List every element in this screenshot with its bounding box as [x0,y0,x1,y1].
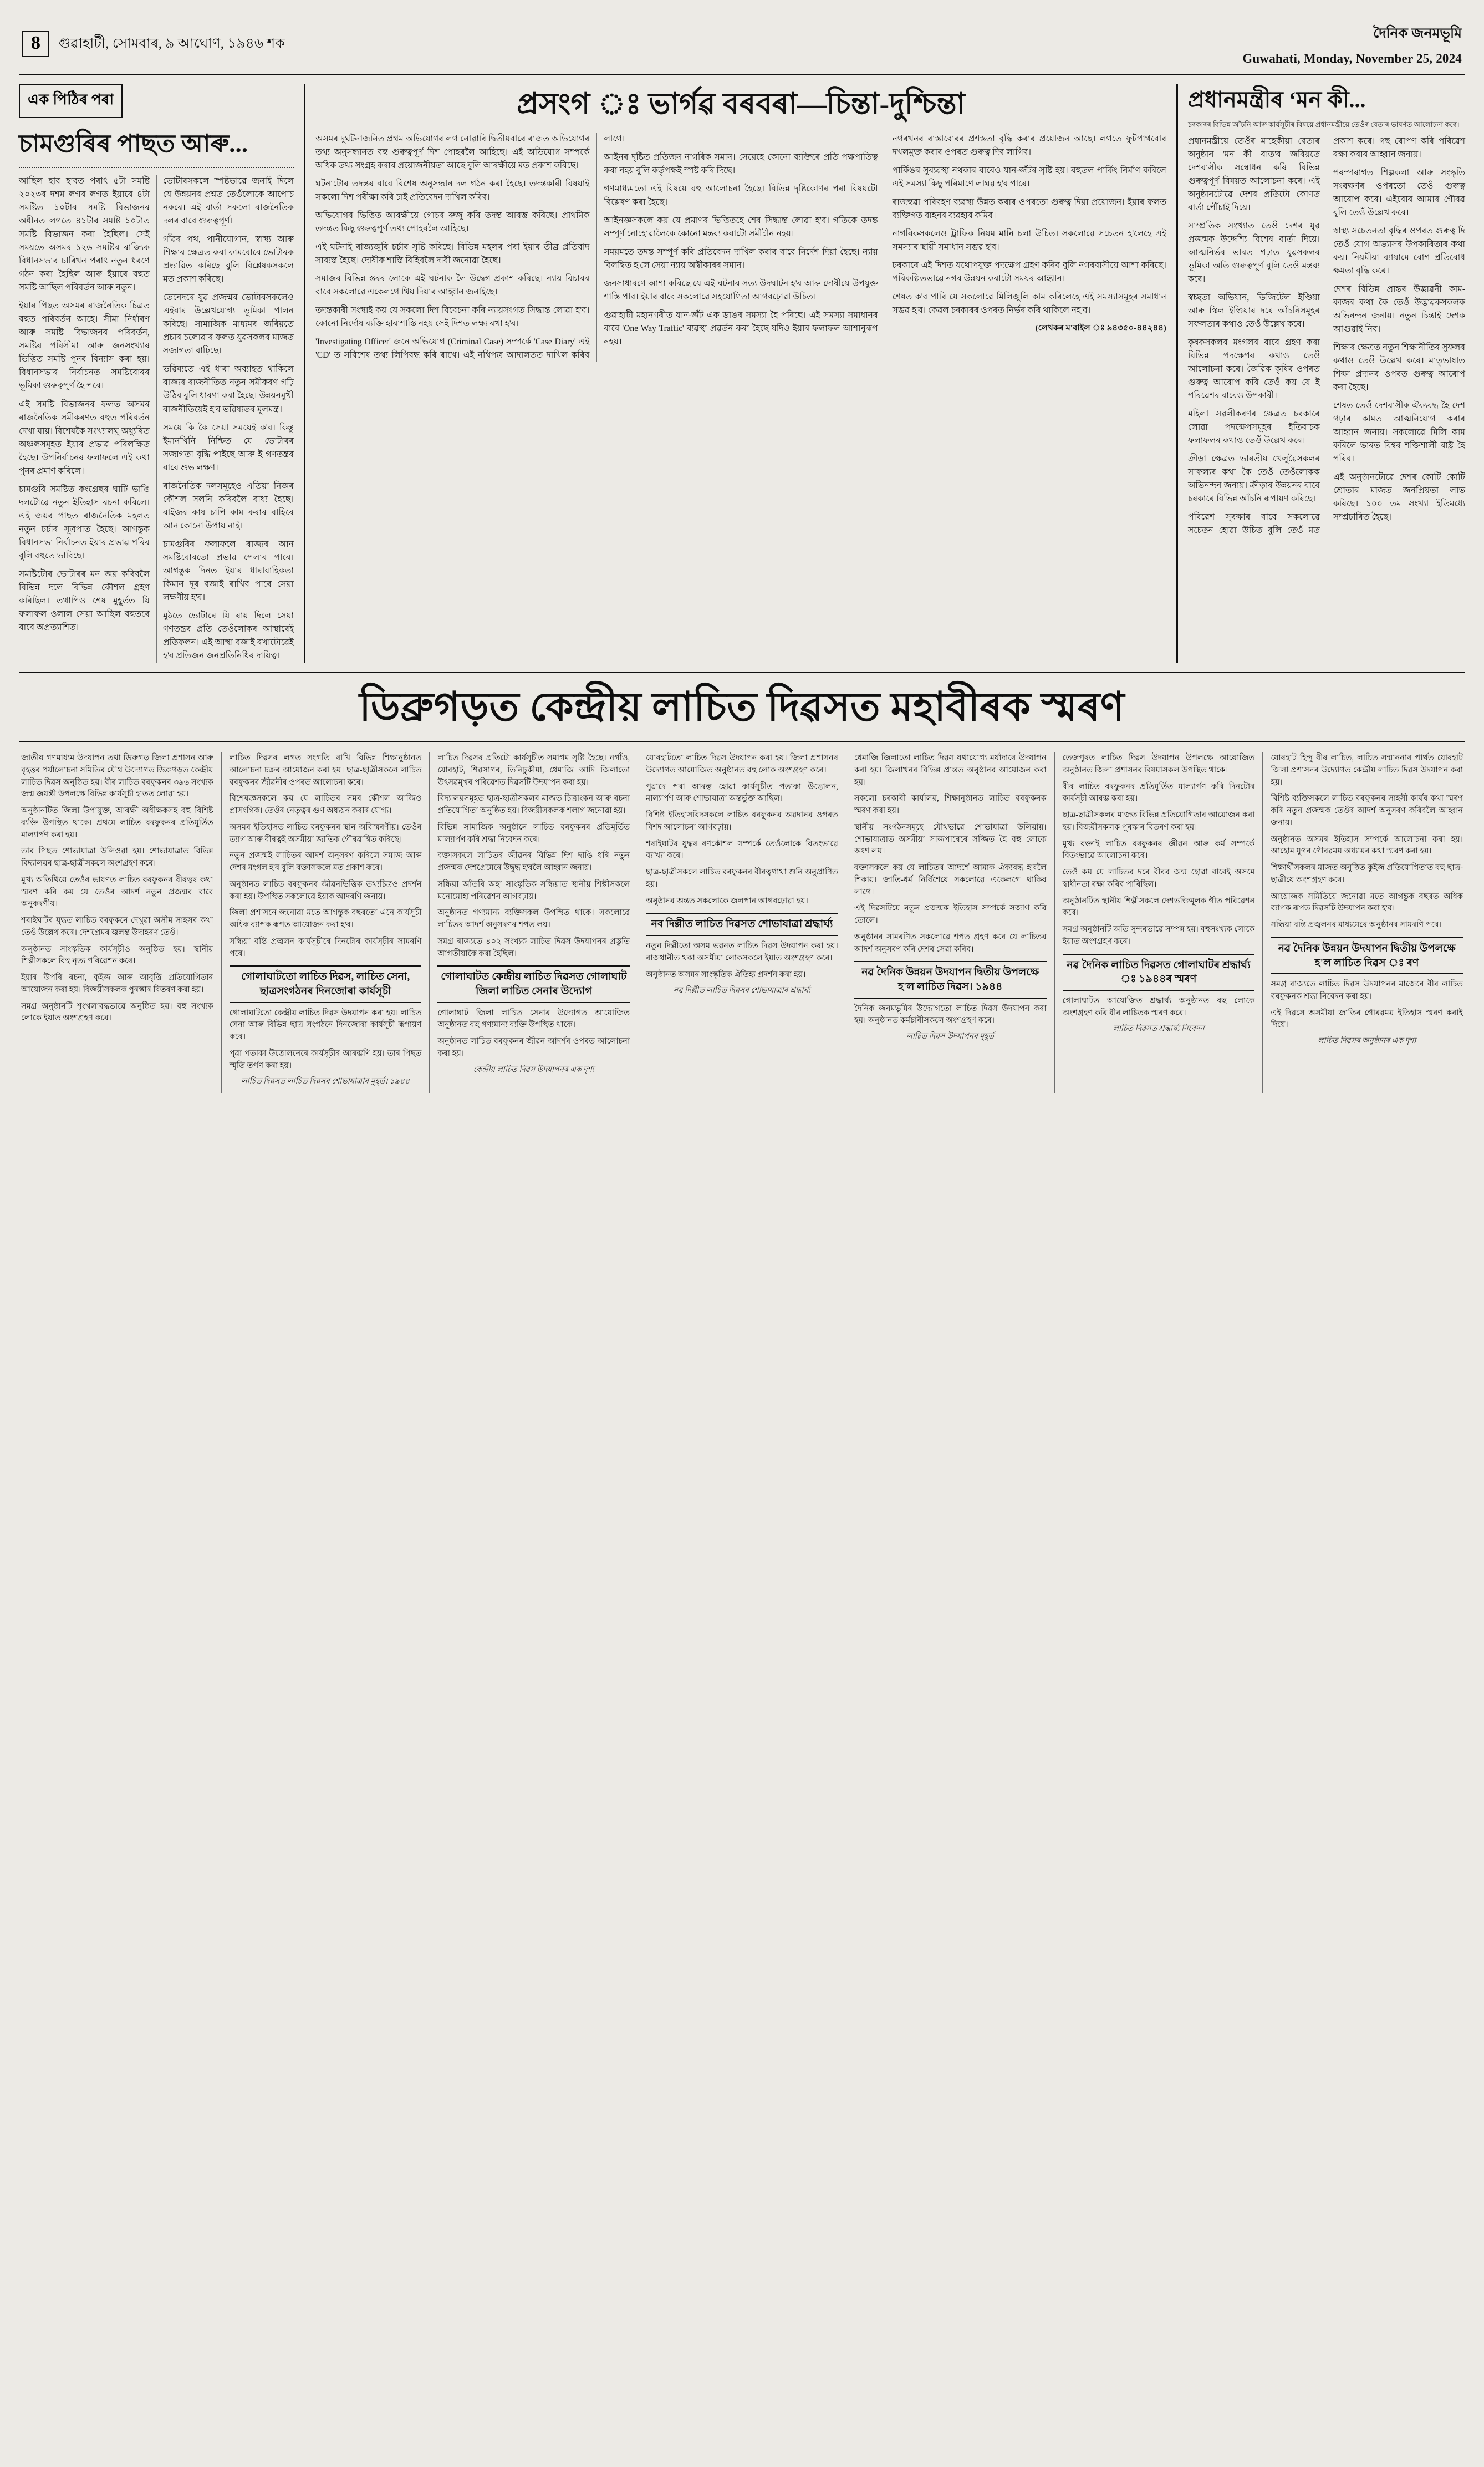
paragraph: সন্ধিয়া বন্তি প্ৰজ্বলনৰ মাধ্যমেৰে অনুষ্ঠানৰ সামৰণি পৰে। [1271,920,1442,930]
photo-caption: কেন্দ্ৰীয় লাচিত দিৱস উদযাপনৰ এক দৃশ্য [473,1065,594,1074]
paragraph: মুখ্য বক্তাই লাচিত বৰফুকনৰ জীৱন আৰু কৰ্ম সম্পৰ্কে বিতংভাৱে আলোচনা কৰে। [1062,839,1255,861]
paragraph: সমগ্ৰ ৰাজ্যতে ৪০২ সংখ্যক লাচিত দিৱস উদযাপনৰ প্ৰস্তুতি আগতীয়াকৈ কৰা হৈছিল। [437,937,630,958]
paragraph: সময়মতে তদন্ত সম্পূৰ্ণ কৰি প্ৰতিবেদন দাখিল কৰাৰ বাবে নিৰ্দেশ দিয়া হৈছে। ন্যায় বিলম্বিত হ'লে সেয়া ন্যায় অস্বীকাৰৰ সমান। [604,247,878,271]
sub-heading: নৱ দৈনিক উন্নয়ন উদযাপন দ্বিতীয় উপলক্ষে হ'ল লাচিত দিৱস ঃ ৰণ [1271,937,1463,974]
paragraph: এই সমষ্টি বিভাজনৰ ফলত অসমৰ ৰাজনৈতিক সমীকৰণত বহুত পৰিবৰ্তন দেখা যায়। বিশেষকৈ সংখ্যালঘু অধ্যুষিত অঞ্চলসমূহত ইয়াৰ প্ৰভাৱ পৰিলক্ষিত হৈছে। উপনিৰ্বাচনৰ ফলাফলে এই কথা পুনৰ প্ৰমাণ কৰিলে। [19,399,150,476]
masthead-date-assamese: গুৱাহাটী, সোমবাৰ, ৯ আঘোণ, ১৯৪৬ শক [58,36,285,51]
paragraph: অসমৰ ইতিহাসত লাচিত বৰফুকনৰ স্থান অবিস্মৰণীয়। তেওঁৰ ত্যাগ আৰু বীৰত্বই অসমীয়া জাতিক গৌৰৱান্বিত কৰিছে। [229,822,422,844]
paragraph: এই অনুষ্ঠানটোৱে দেশৰ কোটি কোটি শ্ৰোতাৰ মাজত জনপ্ৰিয়তা লাভ কৰিছে। ১০০ তম সংখ্যা ইতিমধ্যে সম্প্ৰচাৰিত হৈছে। [1333,472,1465,522]
paragraph: শেষত ক'ব পাৰি যে সকলোৱে মিলিজুলি কাম কৰিলেহে এই সমস্যাসমূহৰ সমাধান সম্ভৱ হ'ব। কেৱল চৰকাৰৰ ওপৰত নিৰ্ভৰ কৰি থাকিলে নহ'ব। [892,292,1166,316]
paragraph: শৰাইঘাটৰ যুদ্ধত লাচিত বৰফুকনে দেখুৱা অসীম সাহসৰ কথা তেওঁ উল্লেখ কৰে। দেশপ্ৰেমৰ জ্বলন্ত উদাহৰণ তেওঁ। [21,916,213,937]
paragraph: তেনেদৰে যুৱ প্ৰজন্মৰ ভোটাৰসকলেও এইবাৰ উল্লেখযোগ্য ভূমিকা পালন কৰিছে। সামাজিক মাধ্যমৰ জৰিয়তে প্ৰচাৰ চলোৱাৰ ফলত যুৱসকলৰ মাজত সজাগতা বাঢ়িছে। [163,293,294,356]
paragraph: সময়ে কি কৈ সেয়া সময়েই ক'ব। কিন্তু ইমানখিনি নিশ্চিত যে ভোটাৰৰ সজাগতা বৃদ্ধি পাইছে আৰু ই গণতন্ত্ৰৰ বাবে শুভ লক্ষণ। [163,423,294,472]
paragraph: স্বচ্ছতা অভিযান, ডিজিটেল ইণ্ডিয়া আৰু স্কিল ইণ্ডিয়াৰ দৰে আঁচনিসমূহৰ সফলতাৰ কথাও তেওঁ উল্লেখ কৰে। [1188,293,1320,329]
paragraph: সমগ্ৰ ৰাজ্যতে লাচিত দিৱস উদযাপনৰ মাজেৰে বীৰ লাচিত বৰফুকনক শ্ৰদ্ধা নিবেদন কৰা হয়। [1271,980,1463,1001]
paragraph: অসমৰ দুৰ্ঘটনাজনিত প্ৰথম অভিযোগৰ লগ নোৱাৰি দ্বিতীয়বাৰে ৰাজত অভিযোগৰ তথ্য অনুসন্ধানত বহু গুৰুত্বপূৰ্ণ দিশ পোহৰলৈ আহিছে। এই অভিযোগ সম্পৰ্কে অধিক তথ্য সংগ্ৰহ কৰাৰ প্ৰয়োজনীয়তা আছে বুলি আৰক্ষীয়ে মত প্ৰকাশ কৰিছে। [315,134,590,170]
column-divider [1176,84,1178,663]
paragraph: অনুষ্ঠানত লাচিত বৰফুকনৰ জীৱনভিত্তিক তথ্যচিত্ৰও প্ৰদৰ্শন কৰা হয়। উপস্থিত সকলোৱে ইয়াক আদৰণি জনায়। [229,879,422,901]
left-kicker: এক পিঠিৰ পৰা [19,84,123,118]
paragraph: অনুষ্ঠানত লাচিত বৰফুকনৰ জীৱন আদৰ্শৰ ওপৰত আলোচনা কৰা হয়। [437,1037,630,1058]
column-body [21,752,213,1025]
paragraph: পুৱাৰে পৰা আৰম্ভ হোৱা কাৰ্যসূচীত পতাকা উত্তোলন, মাল্যাৰ্পণ আৰু শোভাযাত্ৰা অন্তৰ্ভুক্ত আছিল। [646,782,838,803]
paragraph: নতুন প্ৰজন্মই লাচিতৰ আদৰ্শ অনুসৰণ কৰিলে সমাজ আৰু দেশৰ মংগল হ'ব বুলি বক্তাসকলে মত প্ৰকাশ কৰে। [229,851,422,873]
paragraph: সমষ্টিটোৰ ভোটাৰৰ মন জয় কৰিবলৈ বিভিন্ন দলে বিভিন্ন কৌশল গ্ৰহণ কৰিছিল। তথাপিও শেষ মুহূৰ্তত যি ফলাফল ওলাল সেয়া আছিল বহুতৰে বাবে অপ্ৰত্যাশিত। [19,569,150,632]
paragraph: চৰকাৰে এই দিশত যথোপযুক্ত পদক্ষেপ গ্ৰহণ কৰিব বুলি নগৰবাসীয়ে আশা কৰিছে। পৰিকল্পিতভাৱে নগৰ উন্নয়ন কৰাটো সময়ৰ আহ্বান। [892,261,1166,284]
column-body [437,752,630,960]
column-body [854,752,1047,955]
paragraph: তেজপুৰত লাচিত দিৱস উদযাপন উপলক্ষে আয়োজিত অনুষ্ঠানত জিলা প্ৰশাসনৰ বিষয়াসকল উপস্থিত থাকে। [1062,754,1255,775]
top-section [19,84,1465,673]
paragraph: অভিযোগৰ ভিত্তিত আৰক্ষীয়ে গোচৰ ৰুজু কৰি তদন্ত আৰম্ভ কৰিছে। প্ৰাথমিক তদন্তত কিছু গুৰুত্বপূৰ্ণ তথ্য পোহৰলৈ আহিছে। [315,210,590,233]
paragraph: জনসাধাৰণে আশা কৰিছে যে এই ঘটনাৰ সত্য উদঘাটন হ'ব আৰু দোষীয়ে উপযুক্ত শাস্তি পাব। ইয়াৰ বাবে সকলোৱে সহযোগিতা আগবঢ়োৱা উচিত। [604,279,878,302]
paragraph: গোলাঘাটতো কেন্দ্ৰীয় লাচিত দিৱস উদযাপন কৰা হয়। লাচিত সেনা আৰু বিভিন্ন ছাত্ৰ সংগঠনে দিনজোৰা কাৰ্যসূচী ৰূপায়ণ কৰে। [229,1008,422,1042]
paragraph: ৰাজহুৱা পৰিবহণ ব্যৱস্থা উন্নত কৰাৰ ওপৰতো গুৰুত্ব দিয়া প্ৰয়োজন। ইয়াৰ ফলত ব্যক্তিগত বাহনৰ ব্যৱহাৰ কমিব। [892,197,1166,220]
paragraph: ভোটাৰসকলে স্পষ্টভাৱে জনাই দিলে যে উন্নয়নৰ প্ৰশ্নত তেওঁলোকে আপোচ নকৰে। এই বাৰ্তা সকলো ৰাজনৈতিক দলৰ বাবে গুৰুত্বপূৰ্ণ। [163,176,294,226]
bottom-column-4 [638,752,846,1093]
paragraph: নতুন দিল্লীতো অসম ভৱনত লাচিত দিৱস উদযাপন কৰা হয়। ৰাজধানীত থকা অসমীয়া লোকসকলে ইয়াত অংশগ্ৰহণ কৰে। [646,942,838,963]
paragraph: মহিলা সৱলীকৰণৰ ক্ষেত্ৰত চৰকাৰে লোৱা পদক্ষেপসমূহৰ ইতিবাচক ফলাফলৰ কথাও তেওঁ উল্লেখ কৰে। [1188,409,1320,446]
divider [19,741,1465,742]
paragraph: এই দিৱসটিয়ে নতুন প্ৰজন্মক ইতিহাস সম্পৰ্কে সজাগ কৰি তোলে। [854,904,1047,925]
right-article-body [1188,135,1465,537]
bottom-column-3 [430,752,638,1093]
paragraph: সাম্প্ৰতিক সংখ্যাত তেওঁ দেশৰ যুৱ প্ৰজন্মক উদ্দেশ্যি বিশেষ বাৰ্তা দিয়ে। আত্মনিৰ্ভৰ ভাৰত গঢ়াত যুৱসকলৰ ভূমিকা অতি গুৰুত্বপূৰ্ণ বুলি তেওঁ মন্তব্য কৰে। [1188,221,1320,284]
paragraph: তাৰ পিছত শোভাযাত্ৰা উলিওৱা হয়। শোভাযাত্ৰাত বিভিন্ন বিদ্যালয়ৰ ছাত্ৰ-ছাত্ৰীসকলে অংশগ্ৰহণ কৰে। [21,847,213,868]
paragraph: অনুষ্ঠানটিত জিলা উপায়ুক্ত, আৰক্ষী অধীক্ষকসহ বহু বিশিষ্ট ব্যক্তি উপস্থিত থাকে। প্ৰথমে লাচিত বৰফুকনৰ প্ৰতিমূৰ্তিত মাল্যাৰ্পণ কৰা হয়। [21,806,213,840]
paragraph: সকলো চৰকাৰী কাৰ্যালয়, শিক্ষানুষ্ঠানত লাচিত বৰফুকনক স্মৰণ কৰা হয়। [854,794,1047,816]
paragraph: 'Investigating Officer' জনে অভিযোগ (Criminal Case) সম্পৰ্কে 'Case Diary' এই 'CD' ত সবিশেষ তথ্য লিপিবদ্ধ কৰি ৰাখে। এই নথিপত্ৰ আদালতত দাখিল কৰিব লাগে। [315,134,625,360]
column-body [230,752,422,960]
sub-heading: গোলাঘাটত কেন্দ্ৰীয় লাচিত দিৱসত গোলাঘাট জিলা লাচিত সেনাৰ উদ্যোগ [437,965,630,1003]
paragraph: সমগ্ৰ অনুষ্ঠানটি শৃংখলাবদ্ধভাৱে অনুষ্ঠিত হয়। বহু সংখ্যক লোকে ইয়াত অংশগ্ৰহণ কৰে। [21,1001,213,1023]
byline: (লেখকৰ ম'বাইল ঃ ৯৪৩৫০-৪৪২৪৪) [1035,324,1166,333]
right-headline: প্ৰধানমন্ত্ৰীৰ ‘মন কী... [1188,87,1366,112]
center-headline: প্ৰসংগ ঃ ভাৰ্গৱ বৰবৰা—চিন্তা-দুশ্চিন্তা [516,88,966,120]
paragraph: অনুষ্ঠানৰ সামৰণিত সকলোৱে শপত গ্ৰহণ কৰে যে লাচিতৰ আদৰ্শ অনুসৰণ কৰি দেশৰ সেৱা কৰিব। [854,932,1047,954]
sub-body [646,940,838,981]
masthead [19,22,1465,75]
paragraph: গুৱাহাটী মহানগৰীত যান-জঁট এক ডাঙৰ সমস্যা হৈ পৰিছে। এই সমস্যা সমাধানৰ বাবে 'One Way Traffic' ব্যৱস্থা প্ৰৱৰ্তন কৰা হৈছে যদিও ইয়াৰ ফলাফল আশানুৰূপ নহয়। [604,311,878,347]
sub-heading: নৱ দৈনিক উন্নয়ন উদযাপন দ্বিতীয় উপলক্ষে হ'ল লাচিত দিৱস। ১৯৪৪ [854,961,1047,998]
paragraph: অনুষ্ঠানত গণ্যমান্য ব্যক্তিসকল উপস্থিত থাকে। সকলোৱে লাচিতৰ আদৰ্শ অনুসৰণৰ শপত লয়। [437,908,630,930]
paragraph: লাচিত দিৱসৰ লগত সংগতি ৰাখি বিভিন্ন শিক্ষানুষ্ঠানত আলোচনা চক্ৰৰ আয়োজন কৰা হয়। ছাত্ৰ-ছাত্ৰীসকলে লাচিত বৰফুকনৰ জীৱনীৰ ওপৰত আলোচনা কৰে। [229,754,422,787]
paragraph: সমাজৰ বিভিন্ন স্তৰৰ লোকে এই ঘটনাক লৈ উদ্বেগ প্ৰকাশ কৰিছে। ন্যায় বিচাৰৰ বাবে সকলোৱে একেলগে থিয় দিয়াৰ আহ্বান জনাইছে। [315,274,590,297]
paragraph: জাতীয় গণমাধ্যম উদযাপন তথা ডিব্ৰুগড় জিলা প্ৰশাসন আৰু বৃহত্তৰ পৰ্যালোচনা সমিতিৰ যৌথ উদ্যোগত ডিব্ৰুগড়ত কেন্দ্ৰীয় লাচিত দিৱস অনুষ্ঠিত হয়। বীৰ লাচিত বৰফুকনৰ ৩৯৬ সংখ্যক জন্ম জয়ন্তী উপলক্ষে বিভিন্ন কাৰ্যসূচী হাতত লোৱা হয়। [21,754,213,799]
paragraph: লাচিত দিৱসৰ প্ৰতিটো কাৰ্যসূচীত সমাগম সৃষ্টি হৈছে। নগাঁও, যোৰহাট, শিৱসাগৰ, তিনিচুকীয়া, ধেমাজি আদি জিলাতো উৎসৱমুখৰ পৰিৱেশত দিৱসটি উদযাপন কৰা হয়। [437,754,630,787]
paragraph: পৰিৱেশ সুৰক্ষাৰ বাবে সকলোৱে সচেতন হোৱা উচিত বুলি তেওঁ মত প্ৰকাশ কৰে। গছ ৰোপণ কৰি পৰিৱেশ ৰক্ষা কৰাৰ আহ্বান জনায়। [1188,136,1465,536]
paragraph: গণমাধ্যমতো এই বিষয়ে বহু আলোচনা হৈছে। বিভিন্ন দৃষ্টিকোণৰ পৰা বিষয়টো বিশ্লেষণ কৰা হৈছে। [604,184,878,207]
paragraph: আয়োজক সমিতিয়ে জনোৱা মতে আগন্তুক বছৰত অধিক ব্যাপক ৰূপত দিৱসটি উদযাপন কৰা হ'ব। [1271,892,1463,913]
paragraph: নগৰখনৰ ৰাস্তাবোৰৰ প্ৰশস্ততা বৃদ্ধি কৰাৰ প্ৰয়োজন আছে। লগতে ফুটপাথবোৰ দখলমুক্ত কৰাৰ ওপৰত গুৰুত্ব দিব লাগিব। [892,134,1166,157]
photo-caption: নৱ দিল্লীত লাচিত দিৱসৰ শোভাযাত্ৰাৰ শ্ৰদ্ধাৰ্ঘ্য [673,986,811,995]
left-article [19,84,294,663]
paragraph: দৈনিক জনমভূমিৰ উদ্যোগতো লাচিত দিৱস উদযাপন কৰা হয়। অনুষ্ঠানত কৰ্মচাৰীসকলে অংশগ্ৰহণ কৰে। [854,1004,1047,1025]
paragraph: অনুষ্ঠানত সাংস্কৃতিক কাৰ্যসূচীও অনুষ্ঠিত হয়। স্থানীয় শিল্পীসকলে বিহু নৃত্য পৰিৱেশন কৰে। [21,944,213,966]
sub-body [437,1008,630,1060]
paragraph: চামগুৰি সমষ্টিত কংগ্ৰেছৰ ঘাটি ভাঙি দলটোৱে নতুন ইতিহাস ৰচনা কৰিলে। এই জয়ৰ পাছত ৰাজনৈতিক মহলত নতুন চৰ্চাৰ সূত্ৰপাত হৈছে। আগন্তুক বিধানসভা নিৰ্বাচনত ইয়াৰ প্ৰভাৱ পৰিব বুলি বহুতে ভাবিছে। [19,484,150,561]
page-number: 8 [22,31,49,57]
column-body [1271,752,1463,932]
masthead-right [1242,22,1462,66]
paragraph: পুৱা পতাকা উত্তোলনেৰে কাৰ্যসূচীৰ আৰম্ভণি হয়। তাৰ পিছত স্মৃতি তৰ্পণ কৰা হয়। [229,1049,422,1070]
paragraph: ইয়াৰ পিছত অসমৰ ৰাজনৈতিক চিত্ৰত বহুত পৰিবৰ্তন আহে। সীমা নিৰ্ধাৰণ আৰু সমষ্টি বিভাজনৰ পৰিবৰ্তন, সমষ্টিৰ পৰিসীমা আৰু জনসংখ্যাৰ ভিত্তিত সমষ্টি পুনৰ বিন্যাস কৰা হয়। বিধানসভাৰ নিৰ্বাচনত সমষ্টিবোৰৰ ভূমিকা গুৰুত্বপূৰ্ণ হৈ পৰে। [19,301,150,391]
column-body [646,752,838,907]
paragraph: আইনজ্ঞসকলে কয় যে প্ৰমাণৰ ভিত্তিতহে শেষ সিদ্ধান্ত লোৱা হ'ব। গতিকে তদন্ত সম্পূৰ্ণ নোহোৱালৈকে কোনো মন্তব্য কৰাটো সমীচীন নহয়। [604,215,878,238]
paragraph: শিক্ষাৰ ক্ষেত্ৰত নতুন শিক্ষানীতিৰ সুফলৰ কথাও তেওঁ উল্লেখ কৰে। মাতৃভাষাত শিক্ষা প্ৰদানৰ ওপৰত গুৰুত্ব আৰোপ কৰা হৈছে। [1333,343,1465,393]
paragraph: জিলা প্ৰশাসনে জনোৱা মতে আগন্তুক বছৰতো এনে কাৰ্যসূচী অধিক ব্যাপক ৰূপত আয়োজন কৰা হ'ব। [229,908,422,930]
paragraph: দেশৰ বিভিন্ন প্ৰান্তৰ উদ্ভাৱনী কাম-কাজৰ কথা কৈ তেওঁ উদ্ভাৱকসকলক অভিনন্দন জনায়। নতুন চিন্তাই দেশক আগুৱাই নিব। [1333,284,1465,334]
bottom-column-2 [222,752,430,1093]
masthead-left [22,31,285,57]
paragraph: পৰম্পৰাগত শিল্পকলা আৰু সংস্কৃতি সংৰক্ষণৰ ওপৰতো তেওঁ গুৰুত্ব আৰোপ কৰে। এইবোৰ আমাৰ গৌৰৱ বুলি তেওঁ উল্লেখ কৰে। [1333,167,1465,217]
paragraph: বক্তাসকলে কয় যে লাচিতৰ আদৰ্শে আমাক ঐক্যবদ্ধ হ'বলৈ শিকায়। জাতি-ধৰ্ম নিৰ্বিশেষে সকলোৱে একেলগে থাকিব লাগে। [854,863,1047,897]
paragraph: শিক্ষাৰ্থীসকলৰ মাজত অনুষ্ঠিত কুইজ প্ৰতিযোগিতাত বহু ছাত্ৰ-ছাত্ৰীয়ে অংশগ্ৰহণ কৰে। [1271,863,1463,884]
paper-name: দৈনিক জনমভূমি [1373,26,1462,41]
paragraph: চামগুৰিৰ ফলাফলে ৰাজ্যৰ আন সমষ্টিবোৰতো প্ৰভাৱ পেলাব পাৰে। আগন্তুক দিনত ইয়াৰ ধাৰাবাহিকতা কিমান দূৰ বজাই ৰাখিব পাৰে সেয়া লক্ষণীয় হ'ব। [163,539,294,602]
paragraph: শেষত তেওঁ দেশবাসীক ঐক্যবদ্ধ হৈ দেশ গঢ়াৰ কামত আত্মনিয়োগ কৰাৰ আহ্বান জনায়। সকলোৱে মিলি কাম কৰিলে ভাৰত বিশ্বৰ শক্তিশালী ৰাষ্ট্ৰ হৈ পৰিব। [1333,401,1465,464]
photo-caption: লাচিত দিৱসত শ্ৰদ্ধাৰ্ঘ্য নিবেদন [1113,1025,1205,1034]
paragraph: সন্ধিয়া বন্তি প্ৰজ্বলন কাৰ্যসূচীৰে দিনটোৰ কাৰ্যসূচীৰ সামৰণি পৰে। [229,937,422,958]
paragraph: ৰাজনৈতিক দলসমূহেও এতিয়া নিজৰ কৌশল সলনি কৰিবলৈ বাধ্য হৈছে। ৰাইজৰ কাষ চাপি কাম কৰাৰ বাহিৰে আন কোনো উপায় নাই। [163,481,294,531]
paragraph: ঘটনাটোৰ তদন্তৰ বাবে বিশেষ অনুসন্ধান দল গঠন কৰা হৈছে। তদন্তকাৰী বিষয়াই সকলো দিশ পৰীক্ষা কৰি চাই প্ৰতিবেদন দাখিল কৰিব। [315,179,590,202]
paragraph: অনুষ্ঠানটিত স্থানীয় শিল্পীসকলে দেশভক্তিমূলক গীত পৰিৱেশন কৰে। [1062,896,1255,918]
bottom-column-7 [1263,752,1465,1093]
paragraph: সমগ্ৰ অনুষ্ঠানটি অতি সুন্দৰভাৱে সম্পন্ন হয়। বহুসংখ্যক লোকে ইয়াত অংশগ্ৰহণ কৰে। [1062,925,1255,946]
paragraph: গোলাঘাট জিলা লাচিত সেনাৰ উদ্যোগত আয়োজিত অনুষ্ঠানত বহু গণ্যমান্য ব্যক্তি উপস্থিত থাকে। [437,1008,630,1030]
right-article [1188,84,1465,663]
paragraph: আছিল হাব হাবত পৰাৎ ৫টা সমষ্টি ২০২৩ৰ দশম লগৰ লগত ইয়াৰে ৪টা সমষ্টিত ১০টাৰ সমষ্টি বিভাজনৰ অধীনত লগতে ৪১টাৰ সমষ্টি ১০টাত সমষ্টি বিভাজন কৰা হৈছিল। সেই সময়তে অসমৰ ১২৬ সমষ্টিৰ ৰাজ্যিক বিধানসভাৰ চাৰিখন পৰাৎ নতুন ধৰণে গঠন কৰা হৈছিল আৰু ইয়াৰে বহুত সমষ্টি আছিল পৰিবৰ্তন আৰু নতুন। [19,176,150,293]
column-body [1063,752,1255,948]
paragraph: নাগৰিকসকলেও ট্ৰাফিক নিয়ম মানি চলা উচিত। সকলোৱে সচেতন হ'লেহে এই সমস্যাৰ স্থায়ী সমাধান সম্ভৱ হ'ব। [892,228,1166,252]
photo-caption: লাচিত দিৱসত লাচিত দিৱসৰ শোভাযাত্ৰাৰ মুহূৰ্ত। ১৯৪৪ [241,1077,410,1086]
paragraph: বক্তাসকলে লাচিতৰ জীৱনৰ বিভিন্ন দিশ দাঙি ধৰি নতুন প্ৰজন্মক দেশপ্ৰেমেৰে উদ্বুদ্ধ হ'বলৈ আহ্বান জনায়। [437,851,630,873]
bottom-columns [19,752,1465,1093]
paragraph: যোৰহাট হিন্দু বীৰ লাচিত, লাচিত সন্মাননাৰ পাৰ্থত যোৰহাট জিলা প্ৰশাসনৰ উদ্যোগত কেন্দ্ৰীয় লাচিত দিৱস উদযাপন কৰা হয়। [1271,754,1463,787]
paragraph: বিদ্যালয়সমূহত ছাত্ৰ-ছাত্ৰীসকলৰ মাজত চিত্ৰাংকন আৰু ৰচনা প্ৰতিযোগিতা অনুষ্ঠিত হয়। বিজয়ীসকলক শলাগ জনোৱা হয়। [437,794,630,816]
right-article-lead: চৰকাৰৰ বিভিন্ন আঁচনি আৰু কাৰ্যসূচীৰ বিষয়ে প্ৰধানমন্ত্ৰীয়ে তেওঁৰ বেতাৰ ভাষণত আলোচনা কৰে। [1188,120,1460,129]
sub-body [230,1008,422,1072]
paragraph: অনুষ্ঠানত অসমৰ সাংস্কৃতিক ঐতিহ্য প্ৰদৰ্শন কৰা হয়। [646,970,806,979]
paragraph: তদন্তকাৰী সংস্থাই কয় যে সকলো দিশ বিবেচনা কৰি ন্যায়সংগত সিদ্ধান্ত লোৱা হ'ব। কোনো নিৰ্দোষ ব্যক্তি হাৰাশাস্তি নহয় সেই দিশত লক্ষ্য ৰখা হ'ব। [315,306,590,329]
paragraph: এই ঘটনাই ৰাজ্যজুৰি চৰ্চাৰ সৃষ্টি কৰিছে। বিভিন্ন মহলৰ পৰা ইয়াৰ তীব্ৰ প্ৰতিবাদ সাব্যস্ত হৈছে। দোষীক শাস্তি বিহিবলৈ দাবী জনোৱা হৈছে। [315,242,590,266]
sub-heading: নব দিল্লীত লাচিত দিৱসত শোভাযাত্ৰা শ্ৰদ্ধাৰ্ঘ্য [646,913,838,936]
left-article-body [19,175,294,663]
paragraph: কৃষকসকলৰ মংগলৰ বাবে গ্ৰহণ কৰা বিভিন্ন পদক্ষেপৰ কথাও তেওঁ আলোচনা কৰে। জৈৱিক কৃষিৰ ওপৰত গুৰুত্ব আৰোপ কৰি তেওঁ কয় যে ই পৰিৱেশৰ বাবেও উপকাৰী। [1188,338,1320,401]
paragraph: ছাত্ৰ-ছাত্ৰীসকলৰ মাজত বিভিন্ন প্ৰতিযোগিতাৰ আয়োজন কৰা হয়। বিজয়ীসকলক পুৰস্কাৰ বিতৰণ কৰা হয়। [1062,811,1255,832]
paragraph: গাঁৱৰ পথ, পানীযোগান, স্বাস্থ্য আৰু শিক্ষাৰ ক্ষেত্ৰত কৰা কামবোৰে ভোটাৰক প্ৰভাৱিত কৰিছে বুলি বিশ্লেষকসকলে মত প্ৰকাশ কৰিছে। [163,235,294,284]
paragraph: পাৰ্কিঙৰ সুব্যৱস্থা নথকাৰ বাবেও যান-জঁটৰ সৃষ্টি হয়। বহুতল পাৰ্কিং নিৰ্মাণ কৰিলে এই সমস্যা কিছু পৰিমাণে লাঘৱ হ'ব পাৰে। [892,165,1166,189]
left-headline: চামগুৰিৰ পাছত আৰু... [19,130,248,157]
paragraph: বিশিষ্ট ইতিহাসবিদসকলে লাচিত বৰফুকনৰ অৱদানৰ ওপৰত বিশদ আলোচনা আগবঢ়ায়। [646,811,838,832]
paragraph: এই দিৱসে অসমীয়া জাতিৰ গৌৰৱময় ইতিহাস স্মৰণ কৰাই দিয়ে। [1271,1008,1463,1030]
sub-heading: গোলাঘাটতো লাচিত দিৱস, লাচিত সেনা, ছাত্ৰসংগঠনৰ দিনজোৰা কাৰ্যসূচী [230,965,422,1003]
paragraph: মুঠতে ভোটাৰে যি ৰায় দিলে সেয়া গণতন্ত্ৰৰ প্ৰতি তেওঁলোকৰ আস্থাৰেই প্ৰতিফলন। এই আস্থা বজাই ৰখাটোৱেই হ'ব প্ৰতিজন জনপ্ৰতিনিধিৰ দায়িত্ব। [163,611,294,660]
bottom-headline: ডিব্ৰুগড়ত কেন্দ্ৰীয় লাচিত দিৱসত মহাবীৰক স্মৰণ [359,684,1125,729]
bottom-column-5 [846,752,1055,1093]
paragraph: আইনৰ দৃষ্টিত প্ৰতিজন নাগৰিক সমান। সেয়েহে কোনো ব্যক্তিৰে প্ৰতি পক্ষপাতিত্ব কৰা নহয় বুলি কৰ্তৃপক্ষই স্পষ্ট কৰি দিছে। [604,152,878,175]
paragraph: শৰাইঘাটৰ যুদ্ধৰ ৰণকৌশল সম্পৰ্কে তেওঁলোকে বিতংভাৱে ব্যাখ্যা কৰে। [646,839,838,861]
photo-caption: লাচিত দিৱসৰ অনুষ্ঠানৰ এক দৃশ্য [1318,1037,1416,1046]
paragraph: সন্ধিয়া আঁতৰি অহা সাংস্কৃতিক সন্ধিয়াত স্থানীয় শিল্পীসকলে মনোমোহা পৰিৱেশন আগবঢ়ায়। [437,879,630,901]
paragraph: স্বাস্থ্য সচেতনতা বৃদ্ধিৰ ওপৰত গুৰুত্ব দি তেওঁ যোগ অভ্যাসৰ উপকাৰিতাৰ কথা কয়। নিয়মীয়া ব্যায়ামে ৰোগ প্ৰতিৰোধ ক্ষমতা বৃদ্ধি কৰে। [1333,226,1465,276]
paragraph: বিশেষজ্ঞসকলে কয় যে লাচিতৰ সমৰ কৌশল আজিও প্ৰাসংগিক। তেওঁৰ নেতৃত্বৰ গুণ অধ্যয়ন কৰাৰ যোগ্য। [229,794,422,816]
paragraph: ছাত্ৰ-ছাত্ৰীসকলে লাচিত বৰফুকনৰ বীৰত্বগাথা শুনি অনুপ্ৰাণিত হয়। [646,868,838,889]
paragraph: প্ৰধানমন্ত্ৰীয়ে তেওঁৰ মাহেকীয়া বেতাৰ অনুষ্ঠান 'মন কী বাত'ৰ জৰিয়তে দেশবাসীক সম্বোধন কৰি বিভিন্ন গুৰুত্বপূৰ্ণ বিষয়ত আলোচনা কৰে। এই অনুষ্ঠানটোৱে দেশৰ প্ৰতিটো কোণত বাৰ্তা পৌঁচাই দিয়ে। [1188,136,1320,212]
paragraph: ক্ৰীড়া ক্ষেত্ৰত ভাৰতীয় খেলুৱৈসকলৰ সাফল্যৰ কথা কৈ তেওঁ তেওঁলোকক অভিনন্দন জনায়। ক্ৰীড়াৰ উন্নয়নৰ বাবে চৰকাৰে বিভিন্ন আঁচনি ৰূপায়ণ কৰিছে। [1188,454,1320,504]
paragraph: অনুষ্ঠানৰ অন্তত সকলোকে জলপান আগবঢ়োৱা হয়। [646,896,808,906]
paragraph: গোলাঘাটত আয়োজিত শ্ৰদ্ধাৰ্ঘ্য অনুষ্ঠানত বহু লোকে অংশগ্ৰহণ কৰি বীৰ লাচিতক স্মৰণ কৰে। [1062,996,1255,1018]
sub-body [1063,995,1255,1020]
paragraph: স্থানীয় সংগঠনসমূহে যৌথভাৱে শোভাযাত্ৰা উলিয়ায়। শোভাযাত্ৰাত অসমীয়া সাজপাৰেৰে সজ্জিত হৈ বহু লোকে অংশ লয়। [854,822,1047,856]
column-divider [304,84,305,663]
paragraph: তেওঁ কয় যে লাচিতৰ দৰে বীৰৰ জন্ম হোৱা বাবেই অসমে স্বাধীনতা ৰক্ষা কৰিব পাৰিছিল। [1062,868,1255,889]
photo-caption: লাচিত দিৱস উদযাপনৰ মুহূৰ্ত [906,1032,995,1041]
paragraph: বিভিন্ন সামাজিক অনুষ্ঠানে লাচিত বৰফুকনৰ প্ৰতিমূৰ্তিত মাল্যাৰ্পণ কৰি শ্ৰদ্ধা নিবেদন কৰে। [437,822,630,844]
paragraph: বীৰ লাচিত বৰফুকনৰ প্ৰতিমূৰ্তিত মাল্যাৰ্পণ কৰি দিনটোৰ কাৰ্যসূচী আৰম্ভ কৰা হয়। [1062,782,1255,803]
paragraph: ইয়াৰ উপৰি ৰচনা, কুইজ আৰু আবৃত্তি প্ৰতিযোগিতাৰ আয়োজন কৰা হয়। বিজয়ীসকলক পুৰস্কাৰ বিতৰণ কৰা হয়। [21,973,213,994]
paragraph: মুখ্য অতিথিয়ে তেওঁৰ ভাষণত লাচিত বৰফুকনৰ বীৰত্বৰ কথা স্মৰণ কৰি কয় যে তেওঁৰ আদৰ্শ নতুন প্ৰজন্মৰ বাবে অনুকৰণীয়। [21,875,213,909]
divider [19,167,294,168]
paragraph: ধেমাজি জিলাতো লাচিত দিৱস যথাযোগ্য মৰ্যাদাৰে উদযাপন কৰা হয়। জিলাখনৰ বিভিন্ন প্ৰান্তত অনুষ্ঠানৰ আয়োজন কৰা হয়। [854,754,1047,787]
center-article [315,84,1166,663]
center-article-body [315,133,1166,362]
masthead-date-english: Guwahati, Monday, November 25, 2024 [1242,52,1462,65]
sub-heading: নৱ দৈনিক লাচিত দিৱসত গোলাঘাটৰ শ্ৰদ্ধাৰ্ঘ্য ঃ ১৯৪৪ৰ স্মৰণ [1063,954,1255,991]
paragraph: অনুষ্ঠানত অসমৰ ইতিহাস সম্পৰ্কে আলোচনা কৰা হয়। আহোম যুগৰ গৌৰৱময় অধ্যায়ৰ কথা স্মৰণ কৰা হয়। [1271,835,1463,856]
paragraph: ভৱিষ্যতে এই ধাৰা অব্যাহত থাকিলে ৰাজ্যৰ ৰাজনীতিত নতুন সমীকৰণ গঢ়ি উঠিব বুলি ধাৰণা কৰা হৈছে। উন্নয়নমুখী ৰাজনীতিয়েই হ'ব ভৱিষ্যতৰ মূলমন্ত্ৰ। [163,364,294,414]
paragraph: বিশিষ্ট ব্যক্তিসকলে লাচিত বৰফুকনৰ সাহসী কাৰ্যৰ কথা স্মৰণ কৰি নতুন প্ৰজন্মক তেওঁৰ আদৰ্শ অনুসৰণ কৰিবলৈ আহ্বান জনায়। [1271,794,1463,827]
bottom-column-1 [19,752,222,1093]
sub-body [1271,979,1463,1031]
bottom-column-6 [1055,752,1263,1093]
paragraph: যোৰহাটতো লাচিত দিৱস উদযাপন কৰা হয়। জিলা প্ৰশাসনৰ উদ্যোগত আয়োজিত অনুষ্ঠানত বহু লোক অংশগ্ৰহণ কৰে। [646,754,838,775]
bottom-section [19,683,1465,1093]
sub-body [854,1003,1047,1028]
